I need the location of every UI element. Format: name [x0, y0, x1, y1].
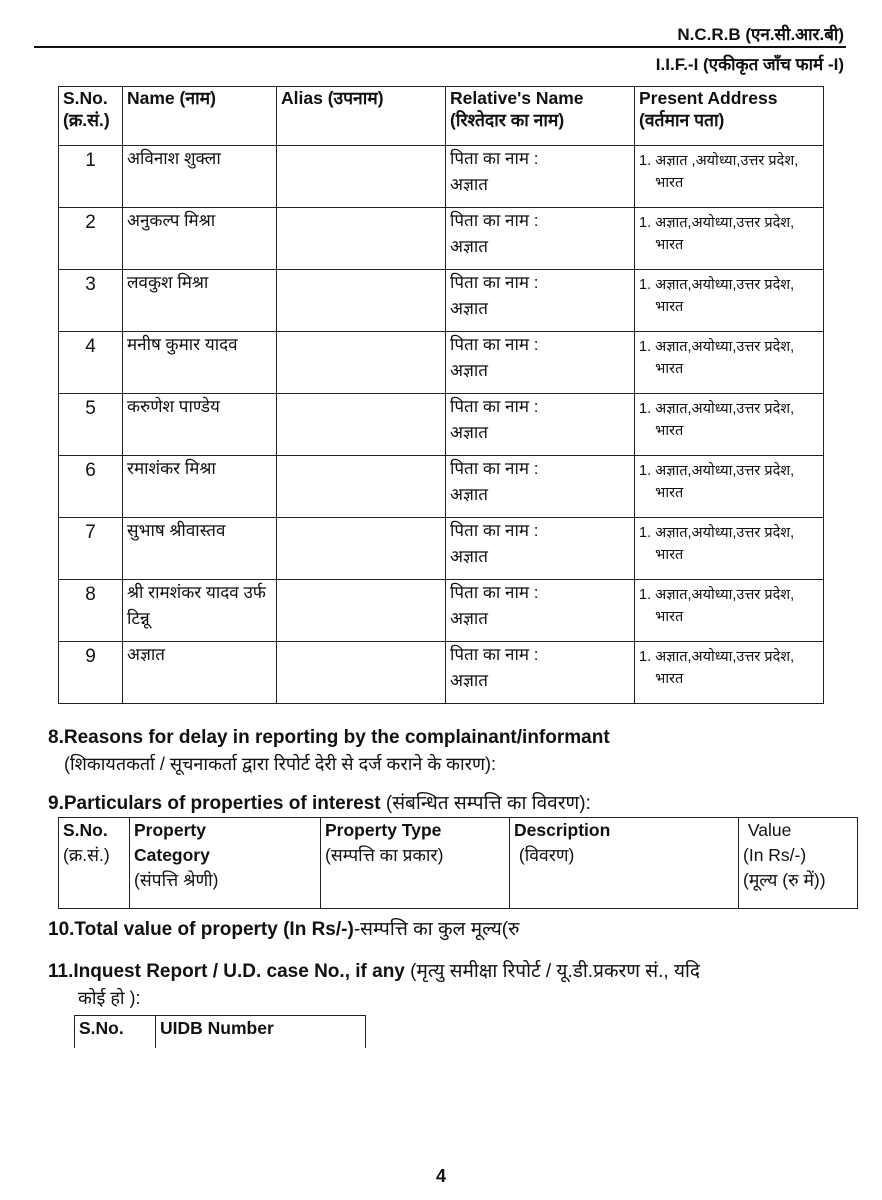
- cell-name: अनुकल्प मिश्रा: [123, 208, 277, 270]
- accused-table: [58, 86, 824, 704]
- cell-sno: 1: [59, 146, 123, 208]
- cell-alias: [277, 146, 446, 208]
- section-8-title: 8.Reasons for delay in reporting by the complainant/informant: [48, 727, 610, 748]
- cell-relative: पिता का नाम : अज्ञात: [446, 332, 635, 394]
- cell-relative: पिता का नाम : अज्ञात: [446, 208, 635, 270]
- cell-sno: 2: [59, 208, 123, 270]
- cell-address: 1. अज्ञात,अयोध्या,उत्तर प्रदेश, भारत: [635, 518, 824, 580]
- cell-address: 1. अज्ञात,अयोध्या,उत्तर प्रदेश, भारत: [635, 332, 824, 394]
- cell-alias: [277, 332, 446, 394]
- cell-relative: पिता का नाम : अज्ञात: [446, 642, 635, 704]
- cell-relative: पिता का नाम : अज्ञात: [446, 270, 635, 332]
- cell-address: 1. अज्ञात,अयोध्या,उत्तर प्रदेश, भारत: [635, 394, 824, 456]
- table-row: [59, 642, 824, 704]
- cell-address: 1. अज्ञात,अयोध्या,उत्तर प्रदेश, भारत: [635, 456, 824, 518]
- cell-alias: [277, 208, 446, 270]
- cell-address: 1. अज्ञात,अयोध्या,उत्तर प्रदेश, भारत: [635, 642, 824, 704]
- col-property-type: Property Type (सम्पत्ति का प्रकार): [321, 818, 510, 909]
- cell-name: करुणेश पाण्डेय: [123, 394, 277, 456]
- property-table: [58, 817, 858, 909]
- cell-relative: पिता का नाम : अज्ञात: [446, 518, 635, 580]
- col-sno: S.No. (क्र.सं.): [59, 87, 123, 146]
- cell-relative: पिता का नाम : अज्ञात: [446, 580, 635, 642]
- cell-sno: 3: [59, 270, 123, 332]
- col-property-value: Value (In Rs/-) (मूल्य (रु में)): [739, 818, 858, 909]
- table-row: [59, 518, 824, 580]
- section-11-title-continued: कोई हो ):: [78, 988, 141, 1008]
- cell-name: अविनाश शुक्ला: [123, 146, 277, 208]
- cell-alias: [277, 270, 446, 332]
- col-relative: Relative's Name (रिश्तेदार का नाम): [446, 87, 635, 146]
- cell-name: लवकुश मिश्रा: [123, 270, 277, 332]
- cell-sno: 9: [59, 642, 123, 704]
- accused-table-header-row: [59, 87, 824, 146]
- cell-name: रमाशंकर मिश्रा: [123, 456, 277, 518]
- table-row: [59, 332, 824, 394]
- col-uidb-sno: S.No.: [75, 1016, 156, 1049]
- uidb-table: [74, 1015, 366, 1048]
- uidb-table-header-row: [75, 1016, 366, 1049]
- table-row: [59, 270, 824, 332]
- cell-alias: [277, 394, 446, 456]
- header-divider: [34, 46, 846, 48]
- cell-name: सुभाष श्रीवास्तव: [123, 518, 277, 580]
- cell-relative: पिता का नाम : अज्ञात: [446, 394, 635, 456]
- cell-sno: 6: [59, 456, 123, 518]
- table-row: [59, 580, 824, 642]
- cell-address: 1. अज्ञात,अयोध्या,उत्तर प्रदेश, भारत: [635, 580, 824, 642]
- cell-alias: [277, 456, 446, 518]
- cell-address: 1. अज्ञात,अयोध्या,उत्तर प्रदेश, भारत: [635, 270, 824, 332]
- property-table-header-row: [59, 818, 858, 909]
- cell-sno: 5: [59, 394, 123, 456]
- table-row: [59, 456, 824, 518]
- section-9-title: 9.Particulars of properties of interest (संबन्धित सम्पत्ति का विवरण):: [48, 793, 591, 814]
- table-row: [59, 394, 824, 456]
- cell-sno: 7: [59, 518, 123, 580]
- col-property-sno: S.No. (क्र.सं.): [59, 818, 130, 909]
- cell-alias: [277, 518, 446, 580]
- cell-sno: 8: [59, 580, 123, 642]
- col-address: Present Address (वर्तमान पता): [635, 87, 824, 146]
- col-property-description: Description (विवरण): [510, 818, 739, 909]
- cell-name: मनीष कुमार यादव: [123, 332, 277, 394]
- header-form-title: I.I.F.-I (एकीकृत जाँच फार्म -I): [655, 55, 844, 74]
- section-11-title: 11.Inquest Report / U.D. case No., if any (मृत्यु समीक्षा रिपोर्ट / यू.डी.प्रकरण सं., यदि: [48, 961, 700, 982]
- section-8-subtitle: (शिकायतकर्ता / सूचनाकर्ता द्वारा रिपोर्ट देरी से दर्ज कराने के कारण):: [64, 754, 497, 774]
- header-org: N.C.R.B (एन.सी.आर.बी): [677, 25, 844, 44]
- col-name: Name (नाम): [123, 87, 277, 146]
- cell-relative: पिता का नाम : अज्ञात: [446, 456, 635, 518]
- cell-sno: 4: [59, 332, 123, 394]
- cell-address: 1. अज्ञात,अयोध्या,उत्तर प्रदेश, भारत: [635, 208, 824, 270]
- cell-alias: [277, 580, 446, 642]
- section-10-title: 10.Total value of property (In Rs/-)-सम्पत्ति का कुल मूल्य(रु: [48, 919, 520, 940]
- table-row: [59, 146, 824, 208]
- col-alias: Alias (उपनाम): [277, 87, 446, 146]
- page-number: 4: [435, 1166, 446, 1186]
- table-row: [59, 208, 824, 270]
- cell-name: श्री रामशंकर यादव उर्फ टिन्नू: [123, 580, 277, 642]
- cell-address: 1. अज्ञात ,अयोध्या,उत्तर प्रदेश, भारत: [635, 146, 824, 208]
- cell-name: अज्ञात: [123, 642, 277, 704]
- col-uidb-number: UIDB Number: [156, 1016, 366, 1049]
- cell-relative: पिता का नाम : अज्ञात: [446, 146, 635, 208]
- cell-alias: [277, 642, 446, 704]
- col-property-category: Property Category (संपत्ति श्रेणी): [130, 818, 321, 909]
